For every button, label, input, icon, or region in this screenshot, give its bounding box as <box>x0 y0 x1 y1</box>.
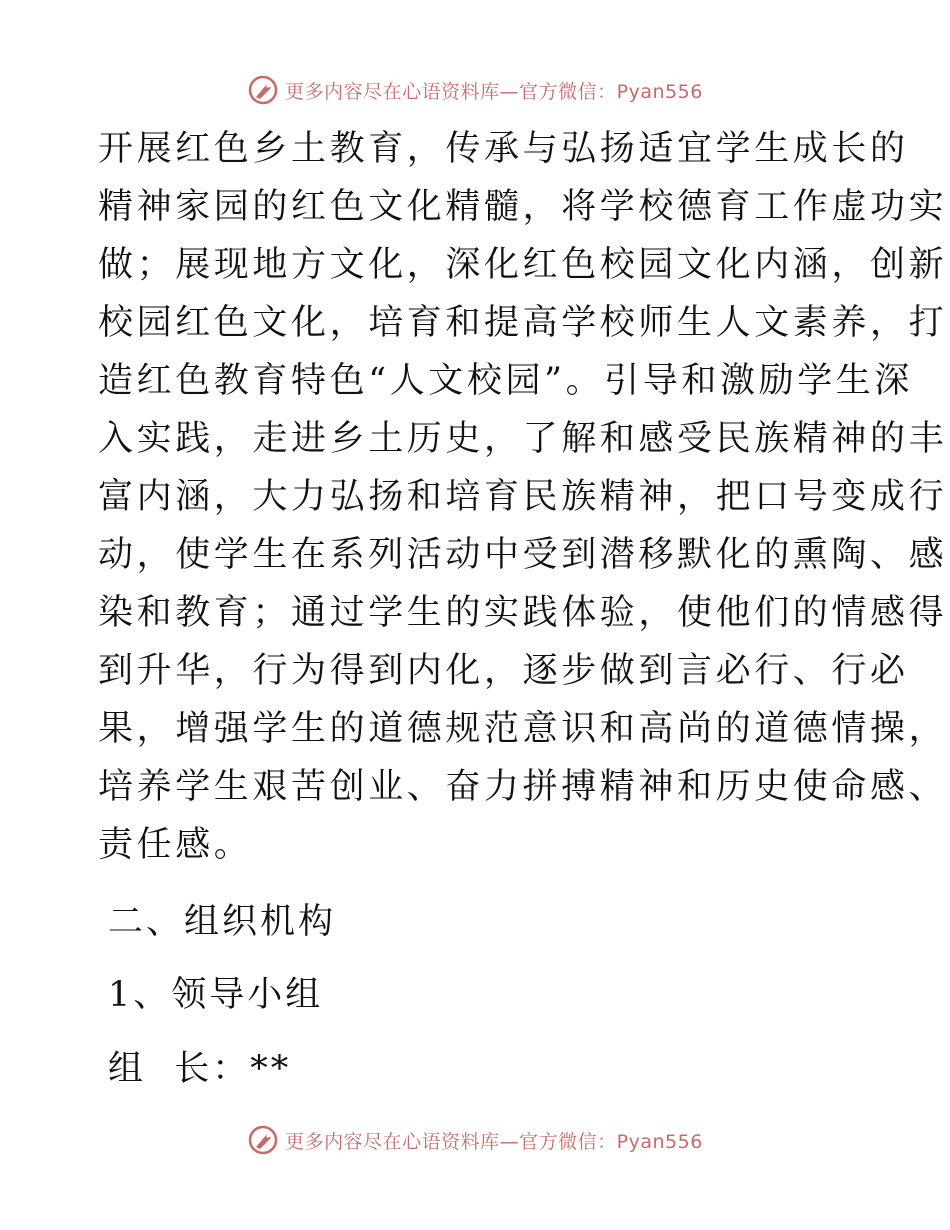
paragraph-line: 染和教育；通过学生的实践体验，使他们的情感得 <box>98 593 948 633</box>
subsection-heading: 1、领导小组 <box>108 975 324 1015</box>
footer-banner-text: 更多内容尽在心语资料库—官方微信：Pyan556 <box>285 1130 703 1153</box>
paragraph-line: 校园红色文化，培育和提高学校师生人文素养，打 <box>98 303 948 343</box>
paragraph-line: 造红色教育特色“人文校园”。引导和激励学生深 <box>98 361 913 401</box>
section-heading: 二、组织机构 <box>108 902 337 942</box>
paragraph-line: 培养学生艰苦创业、奋力拼搏精神和历史使命感、 <box>98 767 948 807</box>
group-leader-line: 组 长：** <box>108 1049 292 1089</box>
paragraph-line: 责任感。 <box>98 825 253 865</box>
paragraph-line: 精神家园的红色文化精髓，将学校德育工作虚功实 <box>98 187 948 227</box>
header-banner-text: 更多内容尽在心语资料库—官方微信：Pyan556 <box>285 80 703 103</box>
pen-nib-logo-icon <box>247 74 279 106</box>
paragraph-line: 入实践，走进乡土历史，了解和感受民族精神的丰 <box>98 419 948 459</box>
paragraph-line: 富内涵，大力弘扬和培育民族精神，把口号变成行 <box>98 477 948 517</box>
paragraph-line: 到升华，行为得到内化，逐步做到言必行、行必 <box>98 651 909 691</box>
paragraph-line: 开展红色乡土教育，传承与弘扬适宜学生成长的 <box>98 129 909 169</box>
paragraph-line: 做；展现地方文化，深化红色校园文化内涵，创新 <box>98 245 948 285</box>
footer-banner <box>0 1120 950 1160</box>
pen-nib-logo-icon <box>247 1124 279 1156</box>
paragraph-line: 动，使学生在系列活动中受到潜移默化的熏陶、感 <box>98 535 948 575</box>
paragraph-line: 果，增强学生的道德规范意识和高尚的道德情操， <box>98 709 948 749</box>
header-banner <box>0 70 950 110</box>
